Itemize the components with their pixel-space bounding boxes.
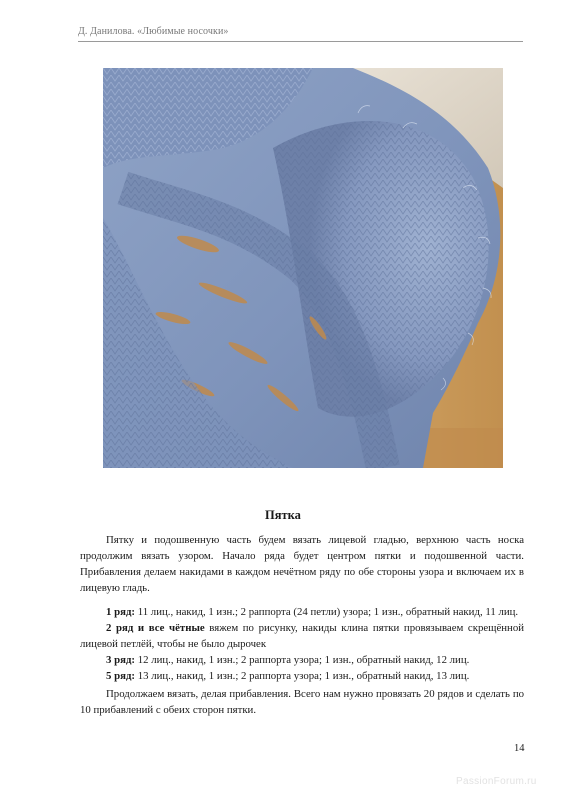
knitting-rows bbox=[80, 604, 524, 684]
row-text: 11 лиц., накид, 1 изн.; 2 раппорта (24 петли) узора; 1 изн., обратный накид, 11 лиц. bbox=[135, 606, 519, 618]
row-label: 3 ряд: bbox=[106, 654, 136, 666]
running-head: Д. Данилова. «Любимые носочки» bbox=[78, 26, 229, 37]
outro-paragraph: Продолжаем вязать, делая прибавления. Всего нам нужно провязать 20 рядов и сделать по 10 прибавлений с обеих сторон пятки. bbox=[80, 688, 524, 716]
row-label: 1 ряд: bbox=[106, 606, 136, 618]
row-label: 2 ряд и все чётные bbox=[106, 622, 205, 634]
knitted-sock-photo bbox=[103, 68, 503, 468]
page-number: 14 bbox=[514, 743, 525, 754]
row-instruction bbox=[80, 652, 524, 668]
row-text: 12 лиц., накид, 1 изн.; 2 раппорта узора; 1 изн., обратный накид, 12 лиц. bbox=[135, 654, 470, 666]
header-divider bbox=[78, 41, 523, 42]
row-instruction bbox=[80, 604, 524, 620]
section-title: Пятка bbox=[265, 508, 301, 522]
row-text: 13 лиц., накид, 1 изн.; 2 раппорта узора; 1 изн., обратный накид, 13 лиц. bbox=[135, 670, 470, 682]
row-label: 5 ряд: bbox=[106, 670, 136, 682]
row-instruction bbox=[80, 620, 524, 652]
row-text: вяжем по рисунку, накиды клина пятки провязываем скрещённой лицевой петлёй, чтобы не было дырочек bbox=[80, 622, 524, 650]
row-instruction bbox=[80, 668, 524, 684]
intro-paragraph: Пятку и подошвенную часть будем вязать лицевой гладью, верхнюю часть носка продолжим вязать узором. Начало ряда будет центром пятки и подошвенной части. Прибавления делаем накидами в каждом нечётном ряду по обе стороны узора и включаем их в лицевую гладь. bbox=[80, 534, 524, 594]
sock-heel-illustration bbox=[103, 68, 503, 468]
watermark: PassionForum.ru bbox=[456, 776, 537, 787]
